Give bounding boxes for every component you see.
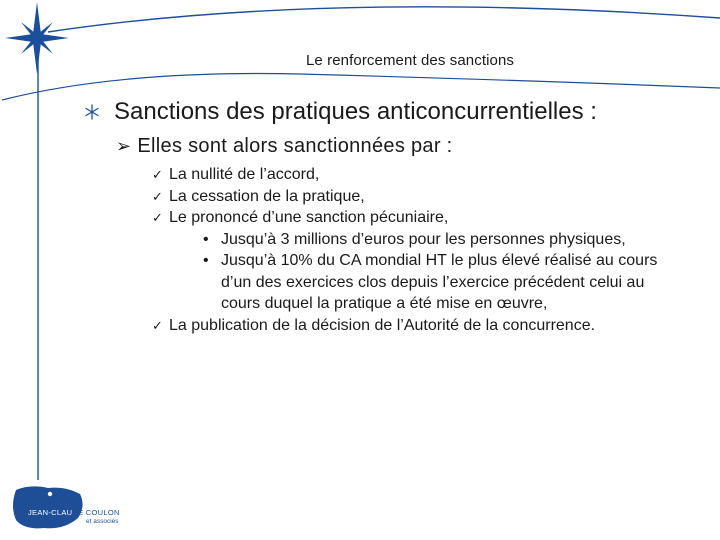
check-icon: ✓: [152, 210, 163, 225]
sanctions-list: [152, 164, 712, 336]
slide-title: Le renforcement des sanctions: [305, 52, 514, 69]
subheading: [116, 135, 453, 158]
logo-subtitle: et associés: [86, 518, 119, 525]
list-item: [152, 207, 712, 315]
subheading-text: Elles sont alors sanctionnées par :: [137, 135, 453, 157]
heading-text: Sanctions des pratiques anticoncurrentielles :: [114, 98, 597, 125]
check-icon: ✓: [152, 167, 163, 182]
list-item: [152, 164, 712, 186]
list-item: [152, 186, 712, 208]
list-item: [152, 315, 712, 337]
list-item-text: Le prononcé d’une sanction pécuniaire,: [169, 209, 449, 226]
sub-list-item-text: Jusqu’à 10% du CA mondial HT le plus élevé réalisé au cours d’un des exercices clos depuis l’exercice précédent celui au cours duquel la pratique a été mise en œuvre,: [221, 252, 658, 312]
arrow-bullet-icon: ➢: [116, 136, 132, 156]
star-bullet-icon: [84, 104, 100, 120]
sub-list-item: [169, 229, 681, 251]
list-item-text: La cessation de la pratique,: [169, 187, 365, 205]
list-item-text: La publication de la décision de l’Autorité de la concurrence.: [169, 316, 596, 334]
sub-list-item: [169, 250, 681, 315]
sub-list: [169, 229, 712, 315]
list-item-text: La nullité de l’accord,: [169, 166, 320, 183]
round-bullet-icon: •: [203, 252, 209, 269]
sub-list-item-text: Jusqu’à 3 millions d’euros pour les personnes physiques,: [221, 230, 626, 248]
round-bullet-icon: •: [203, 230, 209, 248]
logo-name: JEAN-CLAUDE COULON: [28, 508, 120, 517]
check-icon: ✓: [152, 317, 163, 333]
section-heading: [84, 98, 597, 126]
check-icon: ✓: [152, 188, 163, 204]
company-logo: [10, 484, 130, 532]
